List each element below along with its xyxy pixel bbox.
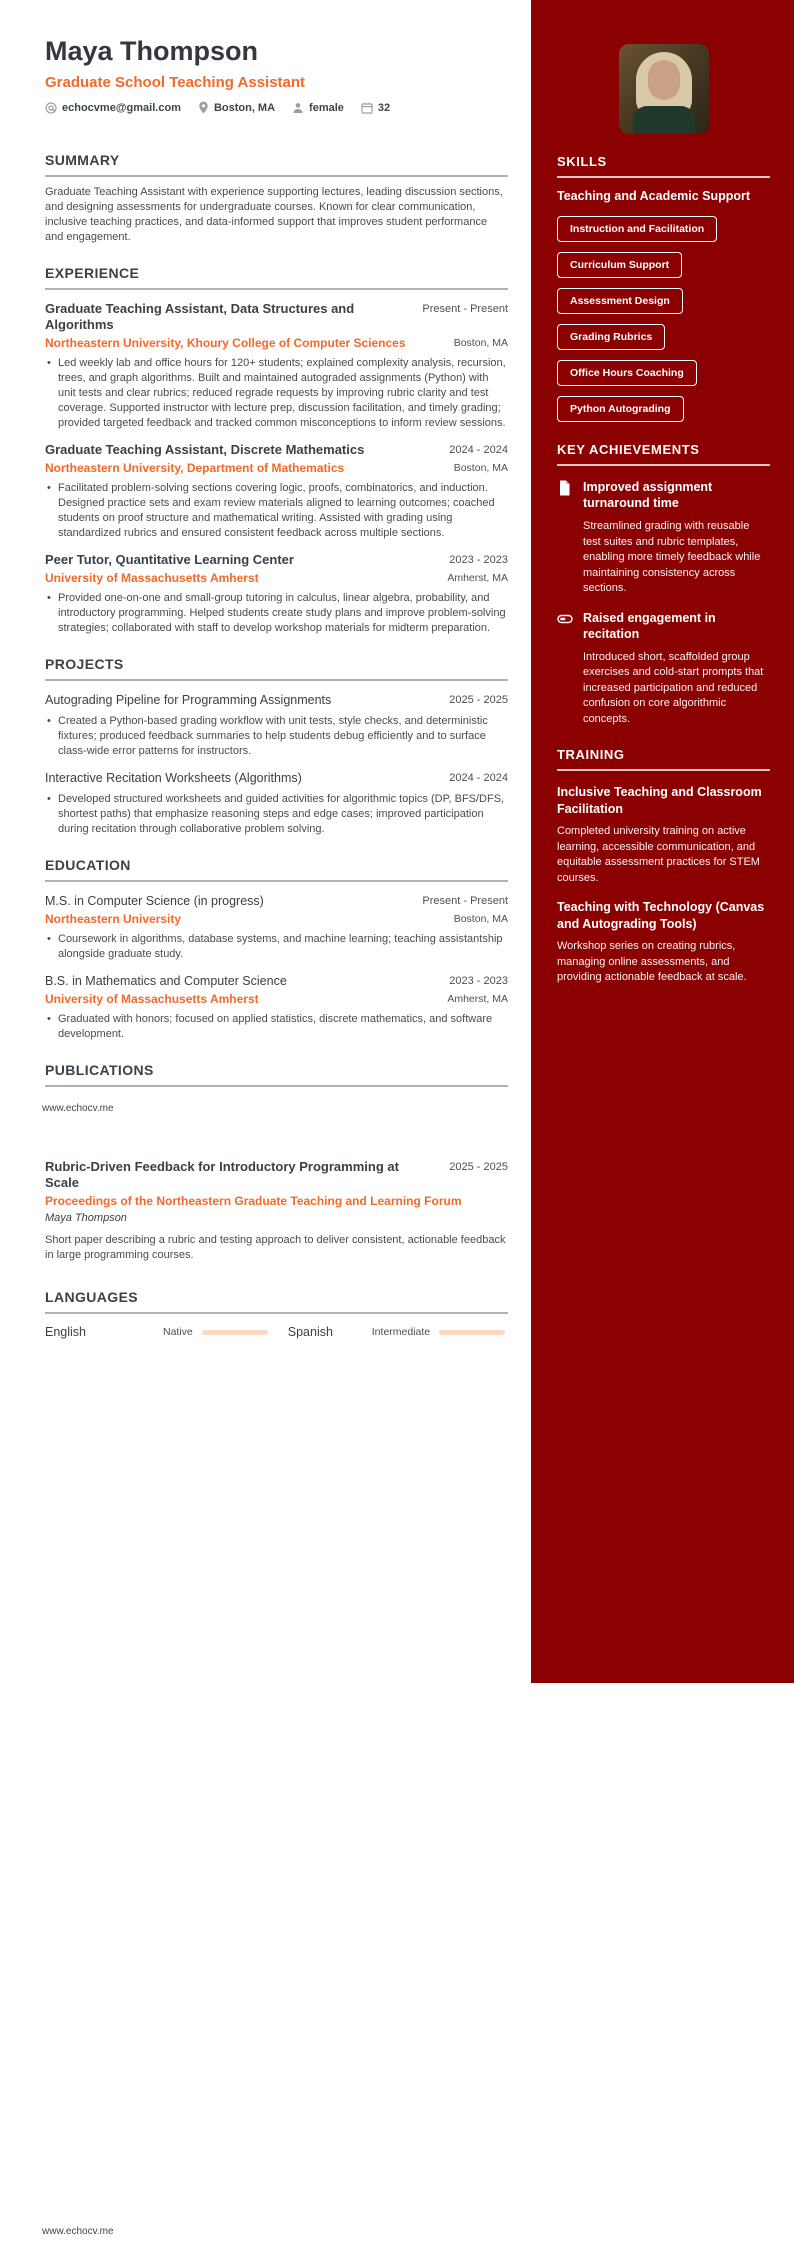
publications-heading: PUBLICATIONS [45,1062,508,1087]
at-icon [45,102,57,114]
publication-title: Rubric-Driven Feedback for Introductory Programming at Scale [45,1159,399,1190]
project-title: Autograding Pipeline for Programming Assignments [45,693,332,707]
achievement-text: Introduced short, scaffolded group exercises and cold-start prompts that increased participation and reduced confusion on core algorithmic concepts. [583,650,764,725]
summary-heading: SUMMARY [45,152,508,177]
summary-section [45,152,508,245]
education-bullet: • Coursework in algorithms, database systems, and machine learning; teaching assistantship alongside graduate study. [45,932,508,962]
experience-location: Boston, MA [453,462,508,474]
experience-bullet: • Led weekly lab and office hours for 120+ students; explained complexity analysis, recursion, trees, and graph algorithms. Built and maintained autograded assignments (Python) with unit tests and clear rubrics; reduced regrade requests by improving rubric clarity and test coverage. Supported instructor with lecture prep, discussion facilitation, and timely grading; provided targeted feedback and tracked common misconceptions to inform review sessions. [45,356,508,431]
education-location: Amherst, MA [447,993,508,1005]
contact-gender-text: female [309,101,344,114]
experience-company: Northeastern University, Khoury College of Computer Sciences [45,336,406,350]
publication-venue: Proceedings of the Northeastern Graduate Teaching and Learning Forum [45,1194,462,1208]
summary-text: Graduate Teaching Assistant with experience supporting lectures, leading discussion sections, and designing assessments for undergraduate courses. Known for clear communication, inclusive teaching practices, and data-informed support that improves student performance and engagement. [45,186,503,243]
calendar-icon [361,102,373,114]
languages-heading: LANGUAGES [45,1289,508,1314]
project-dates: 2025 - 2025 [449,694,508,706]
contact-age-text: 32 [377,101,391,114]
training-item [557,899,770,986]
experience-title: Peer Tutor, Quantitative Learning Center [45,552,294,567]
photo-face-shape [648,60,680,100]
achievement-item [557,610,770,728]
achievement-item [557,479,770,597]
experience-location: Boston, MA [453,337,508,349]
projects-heading: PROJECTS [45,656,508,681]
education-heading: EDUCATION [45,857,508,882]
skill-tag: Assessment Design [557,288,683,314]
candidate-name: Maya Thompson [45,36,259,66]
training-text: Workshop series on creating rubrics, managing online assessments, and providing actionable feedback at scale. [557,940,747,983]
experience-entry [45,442,508,541]
education-section [45,857,508,1042]
profile-photo [619,44,709,134]
experience-section [45,265,508,636]
project-dates: 2024 - 2024 [449,772,508,784]
language-level: Intermediate [371,1326,431,1338]
education-bullet: • Graduated with honors; focused on applied statistics, discrete mathematics, and software development. [45,1012,508,1042]
publication-description: Short paper describing a rubric and testing approach to deliver consistent, actionable feedback in large programming courses. [45,1234,506,1261]
education-degree: B.S. in Mathematics and Computer Science [45,974,287,988]
training-title: Inclusive Teaching and Classroom Facilitation [557,785,762,816]
main-column [45,36,508,1339]
contact-location-text: Boston, MA [213,101,276,114]
project-bullet: • Created a Python-based grading workflow with unit tests, style checks, and deterministic fixtures; produced feedback summaries to help students debug efficiently and to surface class-wide error patterns for instructors. [45,714,508,759]
experience-title: Graduate Teaching Assistant, Data Structures and Algorithms [45,301,355,332]
skill-tag: Curriculum Support [557,252,682,278]
publication-entry [45,1159,508,1263]
education-entry [45,893,508,962]
contact-row [45,101,508,114]
document-icon [557,479,573,597]
experience-heading: EXPERIENCE [45,265,508,290]
training-section [557,747,770,986]
experience-company: Northeastern University, Department of Mathematics [45,461,345,475]
experience-entry [45,552,508,636]
card-icon [557,610,573,728]
achievement-title: Raised engagement in recitation [583,610,716,641]
experience-company: University of Massachusetts Amherst [45,571,259,585]
page1-footer-url: www.echocv.me [42,1103,114,1114]
contact-location [198,101,275,114]
experience-dates: 2023 - 2023 [449,554,508,566]
publications-section [45,1062,508,1263]
education-dates: 2023 - 2023 [449,975,508,987]
training-title: Teaching with Technology (Canvas and Autograding Tools) [557,900,765,931]
language-bar [439,1330,505,1335]
language-name: English [45,1325,86,1339]
education-degree: M.S. in Computer Science (in progress) [45,894,264,908]
skills-section [557,154,770,422]
education-school: Northeastern University [45,912,182,926]
skill-tag: Grading Rubrics [557,324,665,350]
experience-entry [45,301,508,431]
skills-group-title: Teaching and Academic Support [557,189,751,203]
languages-row [45,1325,508,1339]
project-title: Interactive Recitation Worksheets (Algorithms) [45,771,302,785]
project-entry [45,692,508,759]
location-icon [198,101,209,114]
contact-gender [292,102,344,114]
candidate-title: Graduate School Teaching Assistant [45,74,306,91]
achievement-title: Improved assignment turnaround time [583,480,713,510]
contact-email-text: echocvme@gmail.com [62,101,181,114]
skill-tag: Office Hours Coaching [557,360,697,386]
skill-tag: Python Autograding [557,396,684,422]
education-entry [45,973,508,1042]
project-entry [45,770,508,837]
training-text: Completed university training on active learning, accessible communication, and equitable assessment practices for STEM courses. [557,825,760,884]
experience-title: Graduate Teaching Assistant, Discrete Mathematics [45,442,365,457]
skills-heading: SKILLS [557,154,770,178]
sidebar [531,0,794,1683]
language-name: Spanish [287,1325,333,1339]
publication-authors: Maya Thompson [45,1212,127,1224]
contact-email [45,102,181,114]
experience-dates: 2024 - 2024 [449,444,508,456]
skill-tags [557,216,770,422]
key-achievements-heading: KEY ACHIEVEMENTS [557,442,770,466]
key-achievements-section [557,442,770,727]
photo-shoulders-shape [633,106,695,134]
experience-location: Amherst, MA [447,572,508,584]
language-bar [202,1330,268,1335]
education-location: Boston, MA [453,913,508,925]
language-level: Native [163,1326,193,1338]
experience-dates: Present - Present [422,303,508,315]
contact-age [361,102,390,114]
publication-dates: 2025 - 2025 [449,1161,508,1173]
skill-tag: Instruction and Facilitation [557,216,717,242]
experience-bullet: • Facilitated problem-solving sections covering logic, proofs, combinatorics, and induction. Designed practice sets and exam review materials aligned to learning outcomes; coached students on proof structure and mathematical writing. Assisted with grading using standardized rubrics and ensured consistent feedback across multiple sections. [45,481,508,541]
page2-footer-url: www.echocv.me [42,2226,114,2237]
experience-bullet: • Provided one-on-one and small-group tutoring in calculus, linear algebra, probability, and introductory programming. Helped students create study plans and improve problem-solving strategies; collaborated with staff to develop workshop materials for midterm preparation. [45,591,508,636]
achievement-text: Streamlined grading with reusable test suites and rubric templates, enabling more timely feedback while maintaining consistency across sections. [583,520,761,594]
education-dates: Present - Present [422,895,508,907]
person-icon [292,102,304,114]
projects-section [45,656,508,837]
education-school: University of Massachusetts Amherst [45,992,259,1006]
training-item [557,784,770,886]
training-heading: TRAINING [557,747,770,771]
languages-section [45,1289,508,1339]
project-bullet: • Developed structured worksheets and guided activities for algorithmic topics (DP, BFS/DFS, shortest paths) that emphasize reasoning steps and edge cases; improved participation during recitation through collaborative problem solving. [45,792,508,837]
